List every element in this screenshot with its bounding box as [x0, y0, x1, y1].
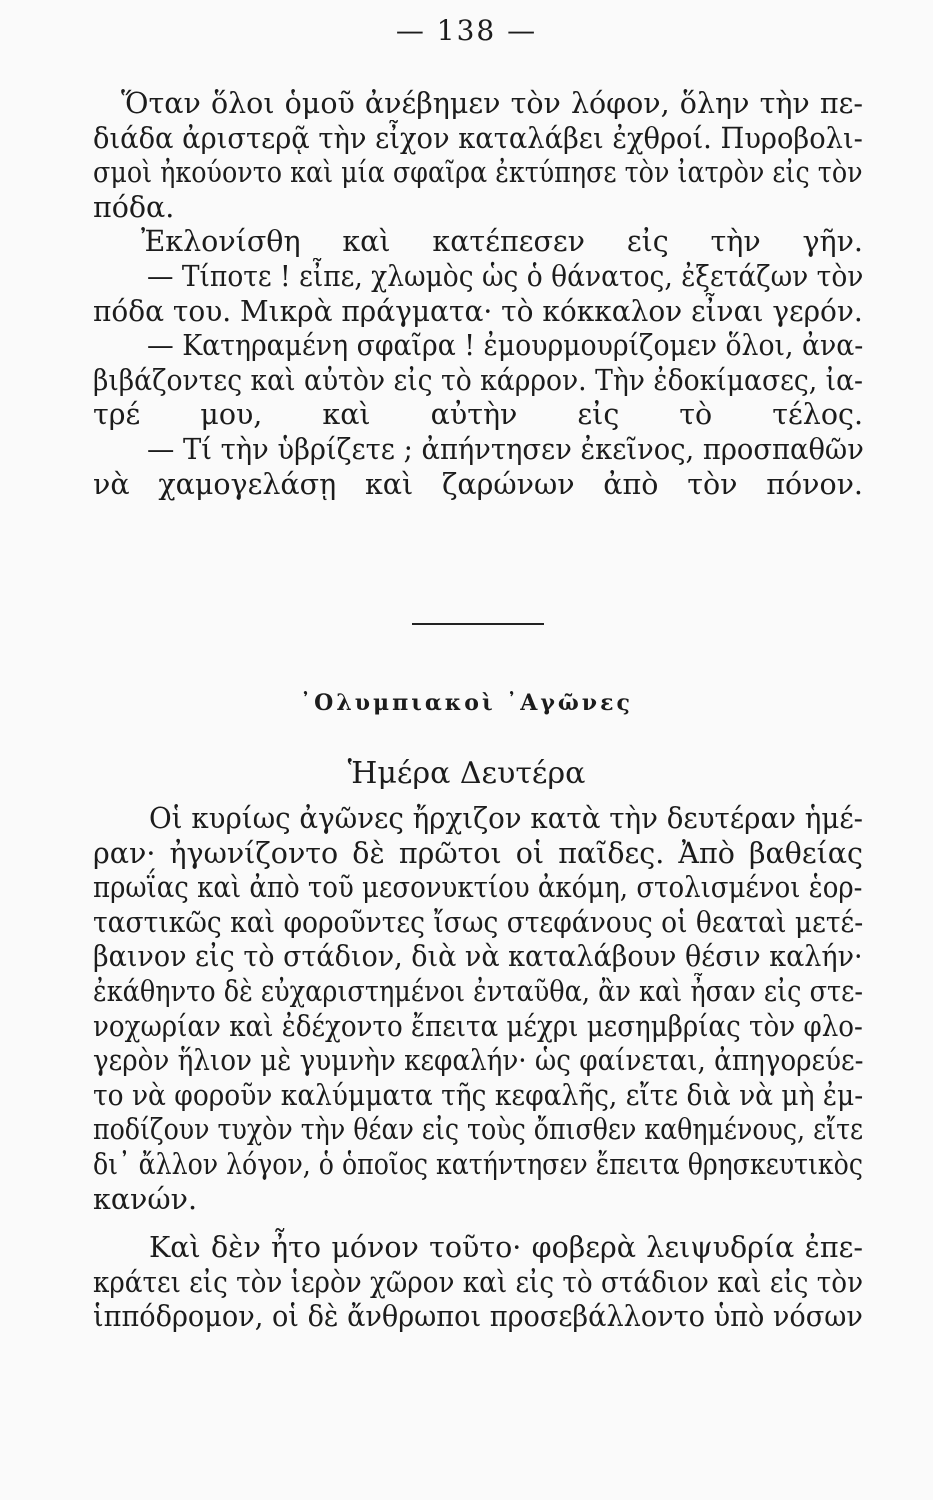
text-line: ραν· ἠγωνίζοντο δὲ πρῶτοι οἱ παῖδες. Ἀπὸ βαθείας — [93, 836, 863, 870]
text-line: Οἱ κυρίως ἀγῶνες ἤρχιζον κατὰ τὴν δευτέραν ἡμέ- — [149, 802, 864, 835]
section-title: ᾿Ολυμπιακοὶ ᾿Αγῶνες — [300, 690, 633, 716]
text-line: νὰ χαμογελάσῃ καὶ ζαρώνων ἀπὸ τὸν πόνον. — [93, 467, 863, 501]
text-line: σμοὶ ἠκούοντο καὶ μία σφαῖρα ἐκτύπησε τὸν ἰατρὸν εἰς τὸν — [93, 156, 863, 190]
text-line: πόδα. — [93, 190, 175, 224]
text-line: — Τίποτε ! εἶπε, χλωμὸς ὡς ὁ θάνατος, ἐξετάζων τὸν — [147, 259, 864, 293]
dialogue-paragraph — [93, 433, 863, 502]
text-line: Καὶ δὲν ἦτο μόνον τοῦτο· φοβερὰ λειψυδρία ἐπε- — [149, 1231, 863, 1265]
text-line: τρέ μου, καὶ αὐτὴν εἰς τὸ τέλος. — [93, 398, 863, 432]
text-line: νοχωρίαν καὶ ἐδέχοντο ἔπειτα μέχρι μεσημβρίας τὸν φλο- — [93, 1009, 863, 1043]
text-line: ταστικῶς καὶ φοροῦντες ἴσως στεφάνους οἱ θεαταὶ μετέ- — [93, 905, 864, 939]
text-line: ἐκάθηντο δὲ εὐχαριστημένοι ἐνταῦθα, ἂν καὶ ἦσαν εἰς στε- — [93, 974, 864, 1008]
section-subtitle: Ἡμέρα Δευτέρα — [347, 756, 586, 791]
dialogue-paragraph — [93, 260, 863, 329]
text-line: κανών. — [93, 1182, 198, 1216]
bottom-text — [93, 802, 863, 1335]
text-line: το νὰ φοροῦν καλύμματα τῆς κεφαλῆς, εἴτε διὰ νὰ μὴ ἐμ- — [93, 1078, 864, 1112]
text-line: βιβάζοντες καὶ αὐτὸν εἰς τὸ κάρρον. Τὴν ἐδοκίμασες, ἰα- — [93, 363, 864, 397]
text-line: κράτει εἰς τὸν ἱερὸν χῶρον καὶ εἰς τὸ στάδιον καὶ εἰς τὸν — [93, 1265, 864, 1299]
text-line: ποδίζουν τυχὸν τὴν θέαν εἰς τοὺς ὄπισθεν καθημένους, εἴτε — [93, 1113, 864, 1147]
paragraph — [93, 225, 863, 260]
text-line: πόδα του. Μικρὰ πράγματα· τὸ κόκκαλον εἶναι γερόν. — [93, 294, 863, 328]
page-number: — 138 — — [395, 14, 538, 47]
section-divider — [412, 623, 544, 625]
text-line: γερὸν ἥλιον μὲ γυμνὴν κεφαλήν· ὡς φαίνεται, ἀπηγορεύε- — [93, 1044, 864, 1078]
text-line: δι᾽ ἄλλον λόγον, ὁ ὁποῖος κατήντησεν ἔπειτα θρησκευτικὸς — [93, 1147, 863, 1181]
text-line: Ἐκλονίσθη καὶ κατέπεσεν εἰς τὴν γῆν. — [141, 225, 863, 259]
paragraph — [93, 802, 863, 1217]
text-line: βαινον εἰς τὸ στάδιον, διὰ νὰ καταλάβουν θέσιν καλήν· — [93, 940, 863, 974]
dialogue-paragraph — [93, 329, 863, 433]
text-line: πρωΐας καὶ ἀπὸ τοῦ μεσονυκτίου ἀκόμη, στολισμένοι ἑορ- — [93, 871, 863, 905]
top-text — [93, 87, 863, 502]
text-line: Ὅταν ὅλοι ὁμοῦ ἀνέβημεν τὸν λόφον, ὅλην τὴν πε- — [121, 87, 863, 120]
text-line: — Τί τὴν ὑβρίζετε ; ἀπήντησεν ἐκεῖνος, προσπαθῶν — [147, 432, 864, 466]
paragraph — [93, 87, 863, 225]
text-line: ἱππόδρομον, οἱ δὲ ἄνθρωποι προσεβάλλοντο ὑπὸ νόσων — [93, 1300, 863, 1334]
text-line: — Κατηραμένη σφαῖρα ! ἐμουρμουρίζομεν ὅλοι, ἀνα- — [147, 329, 864, 363]
text-line: διάδα ἀριστερᾷ τὴν εἶχον καταλάβει ἐχθροί. Πυροβολι- — [93, 121, 863, 155]
paragraph — [93, 1231, 863, 1335]
